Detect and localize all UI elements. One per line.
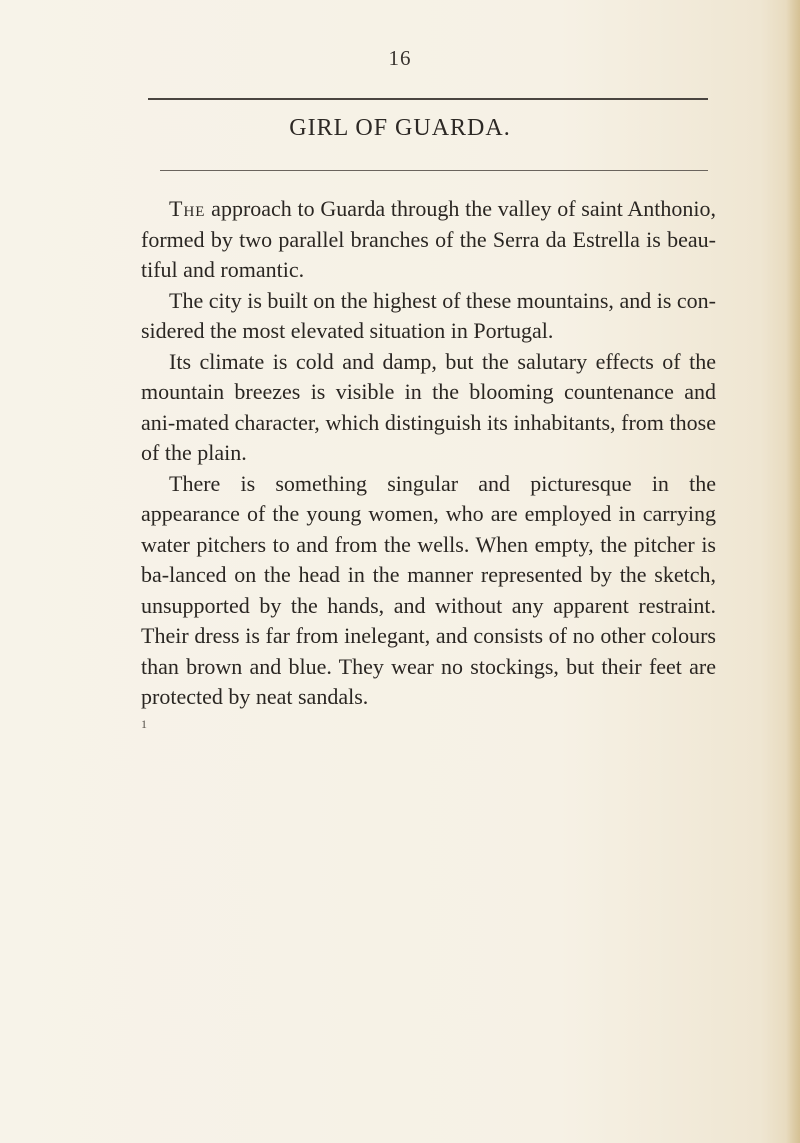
section-title: GIRL OF GUARDA.	[289, 115, 511, 141]
paragraph-2: The city is built on the highest of these mountains, and is con-sidered the most elevated situation in Portugal.	[141, 287, 716, 343]
paragraph-3: Its climate is cold and damp, but the salutary effects of the mountain breezes is visible in the blooming countenance and ani-mated character, which distinguish its inhabitants, from those of the plain.	[141, 348, 716, 465]
paragraph-1	[141, 194, 716, 286]
top-rule	[148, 98, 708, 100]
page-number: 16	[388, 46, 412, 70]
paragraph-1-text: approach to Guarda through the valley of saint Anthonio, formed by two parallel branches of the Serra da Estrella is beau-tiful and romantic.	[141, 196, 716, 282]
title-rule	[160, 170, 708, 171]
paragraph-4: There is something singular and picturesque in the appearance of the young women, who are employed in carrying water pitchers to and from the wells. When empty, the pitcher is ba-lanced on the head in the manner represented by the sketch, unsupported by the hands, and without any apparent restraint. Their dress is far from inelegant, and consists of no other colours than brown and blue. They wear no stockings, but their feet are protected by neat sandals.	[141, 470, 716, 709]
page-edge-stain	[786, 0, 800, 1143]
signature-mark: 1	[141, 717, 147, 731]
body-text	[141, 194, 716, 713]
paragraph-1-lead: The	[169, 196, 206, 221]
